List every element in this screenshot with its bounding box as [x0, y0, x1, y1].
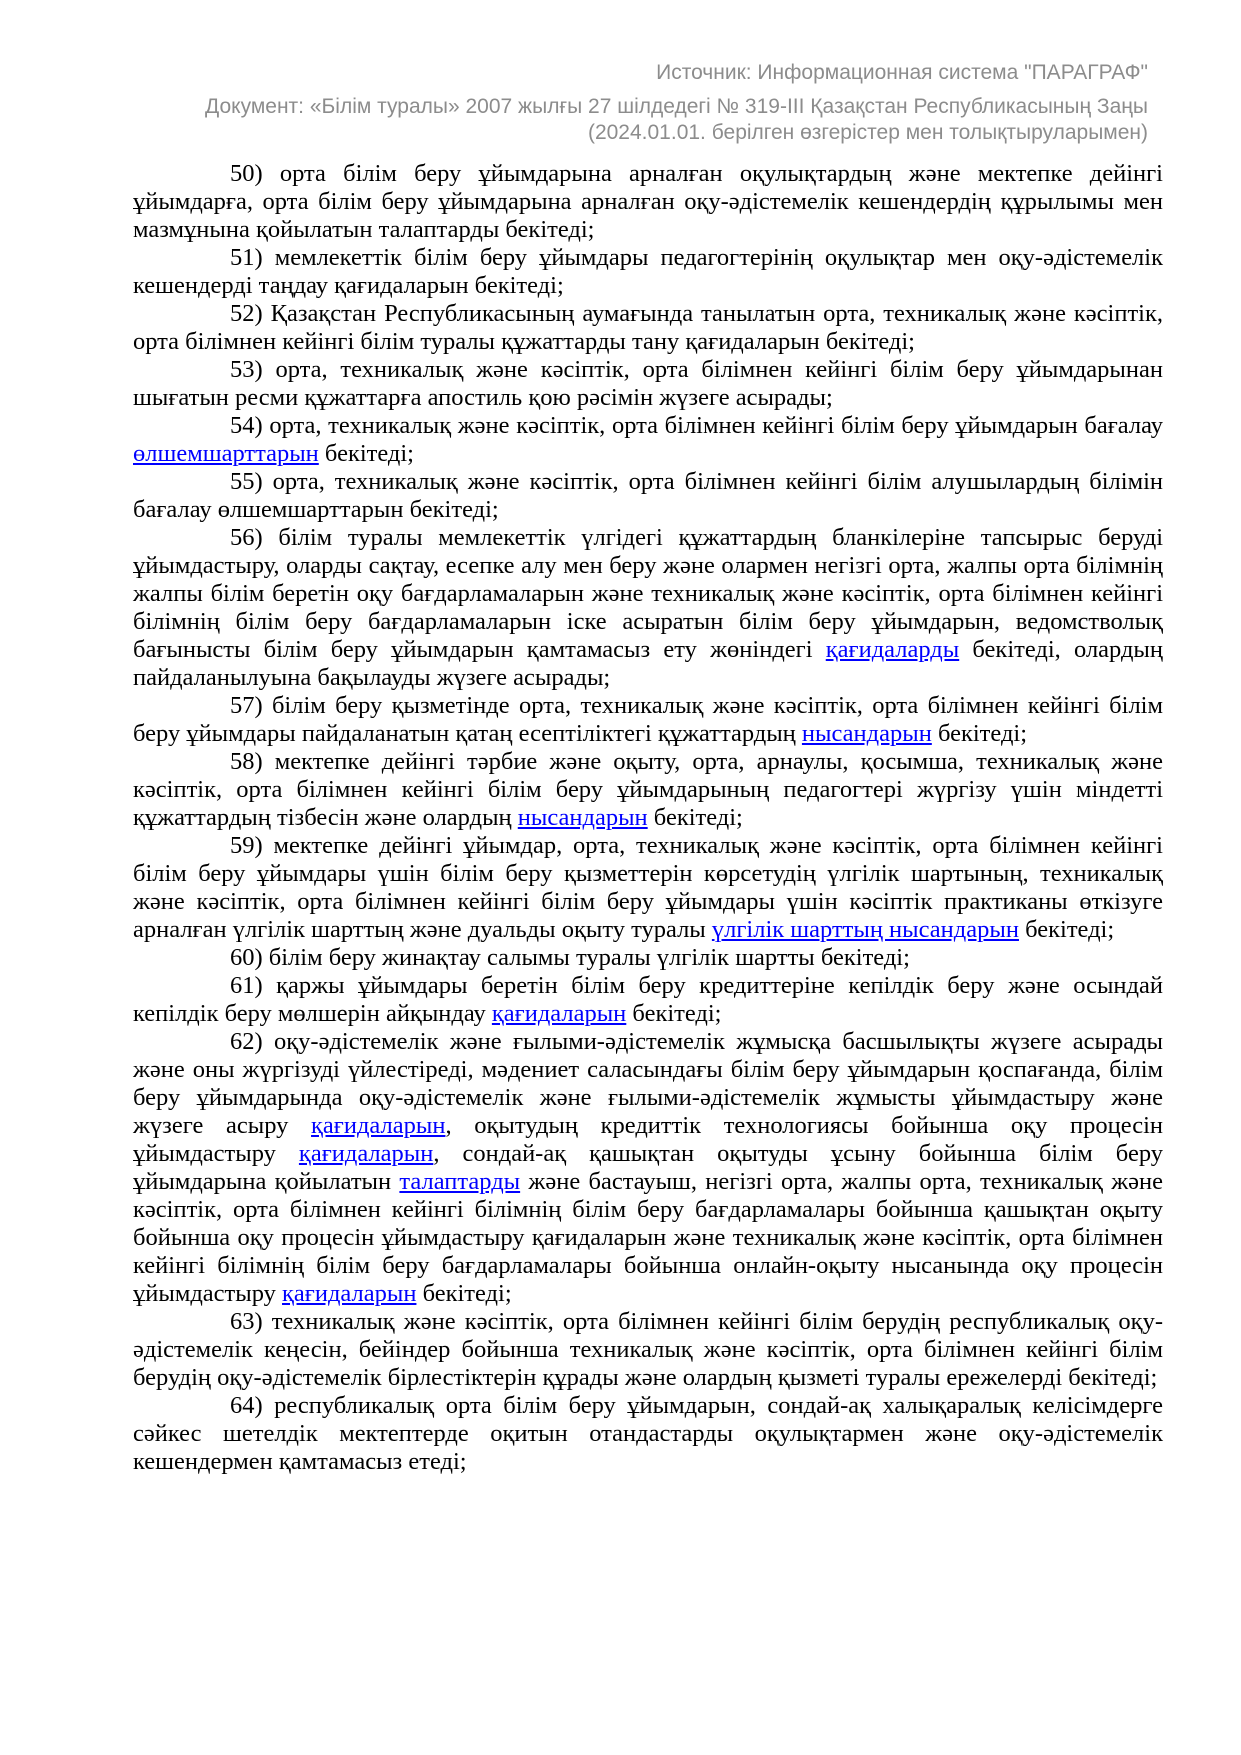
paragraph-56 [133, 524, 1163, 692]
inline-link[interactable]: қағидаларды [825, 636, 960, 663]
paragraph-text: 52) Қазақстан Республикасының аумағында танылатын орта, техникалық және кәсіптік, орта білімнен кейінгі білім туралы құжаттарды тану қағидаларын бекітеді; [133, 300, 1163, 355]
inline-link[interactable]: қағидаларын [282, 1280, 417, 1307]
paragraph-text: 55) орта, техникалық және кәсіптік, орта білімнен кейінгі білім алушылардың білімін бағалау өлшемшарттарын бекітеді; [133, 468, 1163, 523]
paragraph-text: , оқытудың кредиттік технологиясы бойынша оқу процесін ұйымдастыру [133, 1112, 1163, 1167]
paragraph-55 [133, 468, 1163, 524]
paragraph-text: 63) техникалық және кәсіптік, орта білімнен кейінгі білім берудің республикалық оқу-әдістемелік кеңесін, бейіндер бойынша техникалық және кәсіптік, орта білімнен кейінгі білім берудің оқу-әдістемелік бірлестіктерін құрады және олардың қызметі туралы ережелерді бекітеді; [133, 1308, 1163, 1391]
paragraph-text: 62) оқу-әдістемелік және ғылыми-әдістемелік жұмысқа басшылықты жүзеге асырады және оны жүргізуді үйлестіреді, мәдениет саласындағы білім беру ұйымдарын қоспағанда, білім беру ұйымдарында оқу-әдістемелік және ғылыми-әдістемелік жұмысты ұйымдастыру және жүзеге асыру [133, 1028, 1163, 1139]
paragraph-text: 64) республикалық орта білім беру ұйымдарын, сондай-ақ халықаралық келісімдерге сәйкес шетелдік мектептерде оқитын отандастарды оқулықтармен және оқу-әдістемелік кешендермен қамтамасыз етеді; [133, 1392, 1163, 1475]
paragraph-text: 60) білім беру жинақтау салымы туралы үлгілік шартты бекітеді; [230, 944, 910, 971]
paragraph-50 [133, 160, 1163, 244]
paragraph-54 [133, 412, 1163, 468]
paragraph-64 [133, 1392, 1163, 1476]
document-body [133, 160, 1163, 1476]
paragraph-58 [133, 748, 1163, 832]
inline-link[interactable]: талаптарды [399, 1168, 521, 1195]
inline-link[interactable]: қағидаларын [311, 1112, 446, 1139]
document-title-line: Документ: «Білім туралы» 2007 жылғы 27 шілдедегі № 319-III Қазақстан Республикасының Заңы [205, 95, 1148, 118]
paragraph-63 [133, 1308, 1163, 1392]
paragraph-59 [133, 832, 1163, 944]
revision-line: (2024.01.01. берілген өзгерістер мен толықтыруларымен) [587, 121, 1148, 144]
paragraph-text: 51) мемлекеттік білім беру ұйымдары педагогтерінің оқулықтар мен оқу-әдістемелік кешендерді таңдау қағидаларын бекітеді; [133, 244, 1163, 299]
paragraph-text: 50) орта білім беру ұйымдарына арналған оқулықтардың және мектепке дейінгі ұйымдарға, орта білім беру ұйымдарына арналған оқу-әдістемелік кешендердің құрылымы мен мазмұнына қойылатын талаптарды бекітеді; [133, 160, 1163, 243]
paragraph-text: бекітеді, олардың пайдаланылуына бақылауды жүзеге асырады; [133, 636, 1164, 691]
paragraph-text: 59) мектепке дейінгі ұйымдар, орта, техникалық және кәсіптік, орта білімнен кейінгі білім беру ұйымдары үшін білім беру қызметтерін көрсетудің үлгілік шартының, техникалық және кәсіптік, орта білімнен кейінгі білім беру ұйымдары үшін кәсіптік практиканы өткізуге арналған үлгілік шарттың және дуальды оқыту туралы [133, 832, 1163, 943]
paragraph-text: , сондай-ақ қашықтан оқытуды ұсыну бойынша білім беру ұйымдарына қойылатын [133, 1140, 1163, 1195]
paragraph-text: бекітеді; [647, 804, 743, 831]
paragraph-text: бекітеді; [931, 720, 1028, 747]
paragraph-text: бекітеді; [1018, 916, 1115, 943]
paragraph-text: бекітеді; [318, 440, 414, 467]
paragraph-text: 54) орта, техникалық және кәсіптік, орта білімнен кейінгі білім беру ұйымдарын бағалау [230, 412, 1163, 439]
paragraph-51 [133, 244, 1163, 300]
paragraph-60 [133, 944, 1163, 972]
inline-link[interactable]: қағидаларын [298, 1140, 434, 1167]
paragraph-53 [133, 356, 1163, 412]
paragraph-text: және бастауыш, негізгі орта, жалпы орта, техникалық және кәсіптік, орта білімнен кейінгі білімнің білім беру бағдарламалары бойынша қашықтан оқыту бойынша оқу процесін ұйымдастыру қағидаларын және техникалық және кәсіптік, орта білімнен кейінгі білімнің білім беру бағдарламалары бойынша онлайн-оқыту нысанында оқу процесін ұйымдастыру [133, 1168, 1163, 1307]
paragraph-52 [133, 300, 1163, 356]
paragraph-57 [133, 692, 1163, 748]
paragraph-text: 56) білім туралы мемлекеттік үлгідегі құжаттардың бланкілеріне тапсырыс беруді ұйымдастыру, оларды сақтау, есепке алу мен беру және олармен негізгі орта, жалпы орта білімнің жалпы білім беретін оқу бағдарламаларын және техникалық және кәсіптік, орта білімнен кейінгі білімнің білім беру бағдарламаларын іске асыратын білім беру ұйымдарын, ведомстволық бағынысты білім беру ұйымдарын қамтамасыз ету жөніндегі [133, 524, 1163, 663]
inline-link[interactable]: өлшемшарттарын [133, 440, 319, 467]
paragraph-text: бекітеді; [416, 1280, 512, 1307]
paragraph-text: 57) білім беру қызметінде орта, техникалық және кәсіптік, орта білімнен кейінгі білім беру ұйымдары пайдаланатын қатаң есептіліктегі құжаттардың [133, 692, 1163, 747]
source-line: Источник: Информационная система "ПАРАГРАФ" [656, 61, 1148, 84]
paragraph-text: 61) қаржы ұйымдары беретін білім беру кредиттеріне кепілдік беру және осындай кепілдік беру мөлшерін айқындау [133, 972, 1163, 1027]
paragraph-text: 58) мектепке дейінгі тәрбие және оқыту, орта, арнаулы, қосымша, техникалық және кәсіптік, орта білімнен кейінгі білім беру ұйымдарының педагогтері жүргізу үшін міндетті құжаттардың тізбесін және олардың [133, 748, 1163, 831]
inline-link[interactable]: нысандарын [801, 720, 932, 747]
inline-link[interactable]: нысандарын [517, 804, 648, 831]
paragraph-text: 53) орта, техникалық және кәсіптік, орта білімнен кейінгі білім беру ұйымдарынан шығатын ресми құжаттарға апостиль қою рәсімін жүзеге асырады; [133, 356, 1163, 411]
inline-link[interactable]: үлгілік шарттың нысандарын [711, 916, 1019, 943]
paragraph-text: бекітеді; [626, 1000, 722, 1027]
paragraph-62 [133, 1028, 1163, 1308]
inline-link[interactable]: қағидаларын [491, 1000, 627, 1027]
paragraph-61 [133, 972, 1163, 1028]
document-header [0, 60, 1241, 146]
